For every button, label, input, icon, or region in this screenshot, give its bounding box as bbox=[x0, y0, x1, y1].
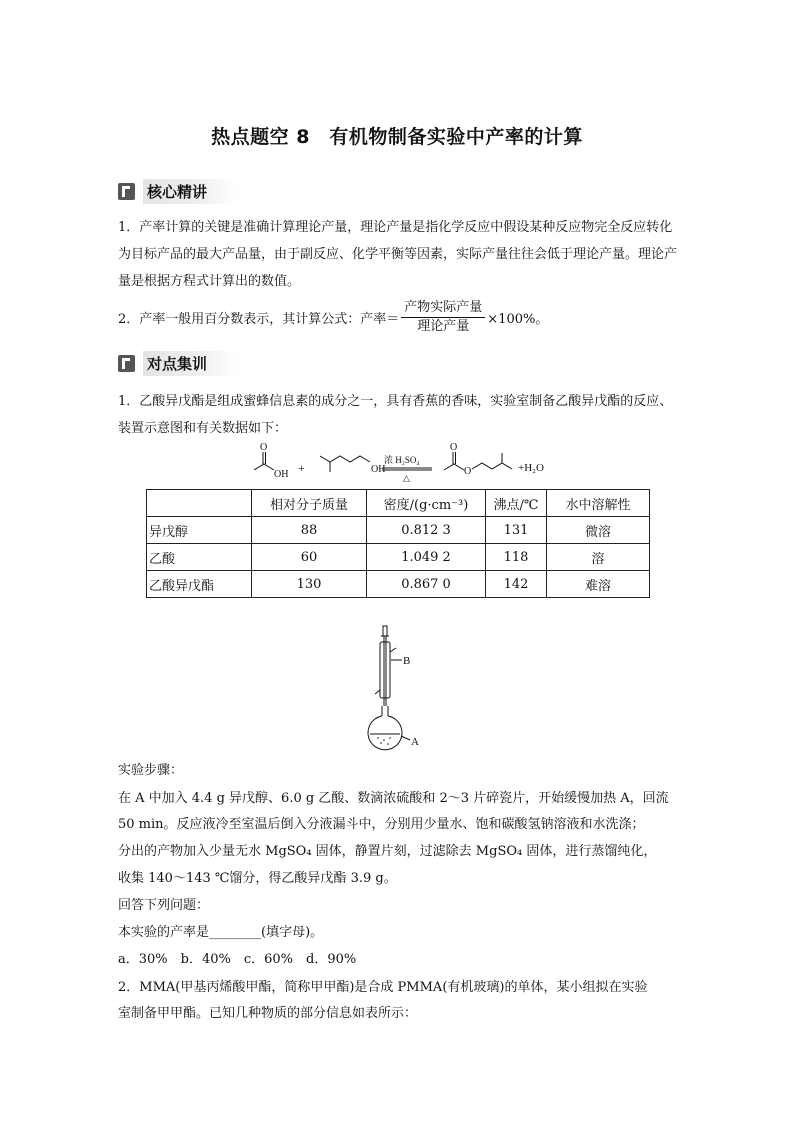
alcohol-oh-label: OH bbox=[371, 464, 386, 475]
table-cell: 乙酸异戊酯 bbox=[147, 571, 252, 598]
step-line: 50 min。反应液冷至室温后倒入分液漏斗中，分别用少量水、饱和碳酸氢钠溶液和水洗涤； bbox=[118, 817, 645, 832]
section-title-core: 核心精讲 bbox=[143, 179, 237, 204]
condition-heat: △ bbox=[403, 473, 410, 482]
label-a: A bbox=[411, 736, 419, 748]
section-marker-icon bbox=[118, 183, 135, 200]
table-cell: 异戊醇 bbox=[147, 517, 252, 544]
condenser-top-tube bbox=[383, 626, 387, 636]
condenser-water-outlet bbox=[390, 648, 396, 652]
reaction-equation bbox=[250, 442, 560, 482]
table-cell: 0.812 3 bbox=[367, 517, 486, 544]
boiling-chip bbox=[389, 737, 391, 739]
section-title-practice: 对点集训 bbox=[143, 351, 237, 376]
table-cell: 0.867 0 bbox=[367, 571, 486, 598]
condenser-water-inlet bbox=[375, 690, 380, 694]
formula-numerator: 产物实际产量 bbox=[401, 300, 485, 318]
formula-fraction bbox=[401, 300, 485, 335]
boiling-chip bbox=[383, 739, 385, 741]
formula-prefix: 2．产率一般用百分数表示，其计算公式：产率＝ bbox=[118, 312, 400, 327]
ester-acyl-skeleton bbox=[444, 464, 464, 470]
table-cell: 131 bbox=[486, 517, 547, 544]
table-row bbox=[147, 571, 650, 598]
table-row bbox=[147, 544, 650, 571]
reflux-apparatus-diagram bbox=[360, 624, 440, 752]
ask-line: 回答下列问题： bbox=[118, 898, 210, 913]
section-marker-icon bbox=[118, 355, 135, 372]
label-b: B bbox=[403, 655, 411, 667]
table-cell: 溶 bbox=[547, 544, 650, 571]
condition-catalyst: 浓 H₂SO₄ bbox=[384, 455, 420, 465]
answer-options: a．30% b．40% c．60% d．90% bbox=[118, 952, 357, 967]
step-line: 在 A 中加入 4.4 g 异戊醇、6.0 g 乙酸、数滴浓硫酸和 2～3 片碎瓷片，开始缓慢加热 A，回流 bbox=[118, 791, 669, 806]
condenser-jacket bbox=[380, 642, 390, 698]
ester-alkyl-skeleton bbox=[472, 463, 512, 469]
boiling-chip bbox=[387, 743, 389, 745]
label-a-leader bbox=[401, 736, 410, 740]
table-header-cell: 沸点/℃ bbox=[486, 490, 547, 517]
formula-suffix: ×100%。 bbox=[487, 312, 549, 327]
question-line: 本实验的产率是________(填字母)。 bbox=[118, 925, 324, 940]
acid-o-label: O bbox=[260, 442, 268, 453]
section-header-practice bbox=[118, 350, 237, 376]
water-product: +H₂O bbox=[518, 462, 544, 474]
question-1-intro: 1．乙酸异戊酯是组成蜜蜂信息素的成分之一，具有香蕉的香味，实验室制备乙酸异戊酯的反应、装置示意图和有关数据如下： bbox=[118, 394, 673, 436]
table-header-cell bbox=[147, 490, 252, 517]
acid-oh-label: OH bbox=[274, 469, 289, 480]
section-header-core bbox=[118, 178, 237, 204]
formula-denominator: 理论产量 bbox=[417, 319, 470, 334]
steps-title: 实验步骤： bbox=[118, 763, 184, 778]
table-cell: 130 bbox=[252, 571, 367, 598]
table-cell: 60 bbox=[252, 544, 367, 571]
table-header-cell: 密度/(g·cm⁻³) bbox=[367, 490, 486, 517]
table-cell: 难溶 bbox=[547, 571, 650, 598]
table-cell: 乙酸 bbox=[147, 544, 252, 571]
table-header-cell: 相对分子质量 bbox=[252, 490, 367, 517]
properties-table bbox=[146, 489, 650, 598]
table-cell: 142 bbox=[486, 571, 547, 598]
step-line: 收集 140～143 ℃馏分，得乙酸异戊酯 3.9 g。 bbox=[118, 871, 397, 886]
page-title: 热点题空 8 有机物制备实验中产率的计算 bbox=[211, 126, 583, 148]
table-cell: 88 bbox=[252, 517, 367, 544]
step-line: 分出的产物加入少量无水 MgSO₄ 固体，静置片刻，过滤除去 MgSO₄ 固体，进行蒸馏纯化， bbox=[118, 844, 657, 859]
plus-sign: + bbox=[298, 461, 305, 475]
isoamyl-alcohol-skeleton bbox=[320, 456, 370, 462]
ester-o-label: O bbox=[464, 466, 472, 477]
table-cell: 微溶 bbox=[547, 517, 650, 544]
table-cell: 1.049 2 bbox=[367, 544, 486, 571]
table-row bbox=[147, 517, 650, 544]
acetic-acid-skeleton bbox=[254, 464, 274, 470]
round-bottom-flask bbox=[368, 716, 402, 750]
table-header-cell: 水中溶解性 bbox=[547, 490, 650, 517]
boiling-chip bbox=[377, 737, 379, 739]
question-2-line: 2．MMA(甲基丙烯酸甲酯，简称甲甲酯)是合成 PMMA(有机玻璃)的单体，某小组拟在实验 bbox=[118, 980, 648, 995]
question-2-line: 室制备甲甲酯。已知几种物质的部分信息如表所示： bbox=[118, 1006, 418, 1021]
table-cell: 118 bbox=[486, 544, 547, 571]
table-header-row bbox=[147, 490, 650, 517]
boiling-chip bbox=[380, 742, 382, 744]
core-point-1: 1．产率计算的关键是准确计算理论产量，理论产量是指化学反应中假设某种反应物完全反应转化为目标产品的最大产品量，由于副反应、化学平衡等因素，实际产量往往会低于理论产量。理论产量是根据方程式计算出的数值。 bbox=[118, 220, 678, 289]
yield-formula bbox=[118, 300, 548, 335]
ester-dbl-o-label: O bbox=[450, 442, 458, 453]
